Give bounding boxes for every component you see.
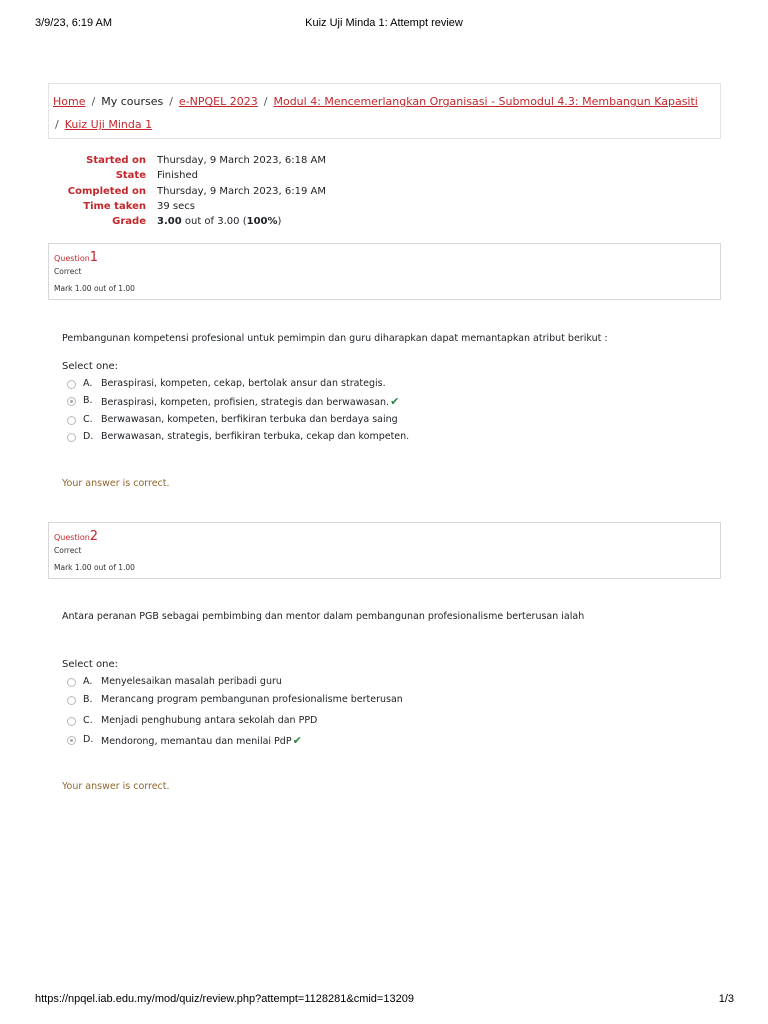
option-text: Merancang program pembangunan profesionalisme berterusan (101, 694, 403, 705)
option-text: Mendorong, memantau dan menilai PdP (101, 736, 292, 747)
radio-icon[interactable] (67, 433, 76, 442)
select-one-label-2: Select one: (62, 659, 119, 670)
summary-label: Time taken (83, 200, 146, 212)
summary-label: Completed on (67, 185, 146, 197)
breadcrumb-separator: / (263, 95, 268, 108)
summary-value: Thursday, 9 March 2023, 6:19 AM (157, 185, 326, 197)
radio-icon[interactable] (67, 416, 76, 425)
grade-percent-open: ( (242, 216, 247, 228)
breadcrumb-line-1 (53, 95, 698, 108)
breadcrumb-separator: / (91, 95, 96, 108)
breadcrumb-home-link[interactable]: Home (53, 95, 86, 108)
radio-icon[interactable] (67, 736, 76, 745)
option-text-with-tick (101, 395, 399, 408)
question-text-2: Antara peranan PGB sebagai pembimbing dan mentor dalam pembangunan profesionalisme berterusan ialah (62, 611, 585, 622)
summary-grade (48, 216, 448, 231)
option-letter: B. (83, 694, 93, 705)
breadcrumb-line-2 (53, 118, 152, 131)
option-letter: A. (83, 378, 93, 389)
print-footer (0, 993, 768, 1007)
option-text: Menyelesaikan masalah peribadi guru (101, 676, 282, 687)
attempt-summary (48, 155, 448, 231)
summary-label: Grade (112, 216, 146, 228)
option-text-with-tick (101, 734, 302, 747)
question-number (54, 529, 98, 544)
summary-value: Finished (157, 170, 198, 182)
summary-time-taken (48, 201, 448, 216)
option-text: Berwawasan, kompeten, berfikiran terbuka dan berdaya saing (101, 414, 398, 425)
answer-feedback-2: Your answer is correct. (62, 781, 170, 792)
summary-grade-value (157, 216, 281, 227)
breadcrumb-separator: / (55, 118, 59, 131)
question-number (54, 250, 98, 265)
option-letter: D. (83, 734, 94, 745)
print-url: https://npqel.iab.edu.my/mod/quiz/review.php?attempt=1128281&cmid=13209 (35, 993, 414, 1005)
option-text: Beraspirasi, kompeten, profisien, strategis dan berwawasan. (101, 397, 390, 408)
check-icon: ✔ (390, 395, 400, 408)
question-number-value: 1 (89, 250, 99, 265)
print-datetime: 3/9/23, 6:19 AM (35, 17, 113, 29)
option-text: Menjadi penghubung antara sekolah dan PPD (101, 715, 318, 726)
breadcrumb-course-link[interactable]: e-NPQEL 2023 (178, 95, 258, 108)
grade-percent: 100% (246, 216, 278, 228)
summary-label: State (115, 170, 146, 182)
summary-value: Thursday, 9 March 2023, 6:18 AM (157, 155, 326, 166)
print-page-title: Kuiz Uji Minda 1: Attempt review (305, 17, 463, 29)
option-letter: A. (83, 676, 93, 687)
option-text: Beraspirasi, kompeten, cekap, bertolak ansur dan strategis. (101, 378, 386, 389)
question-state: Correct (54, 546, 82, 555)
answer-feedback-1: Your answer is correct. (62, 478, 170, 489)
radio-icon[interactable] (67, 380, 76, 389)
summary-completed-on (48, 186, 448, 201)
breadcrumb-quiz-link[interactable]: Kuiz Uji Minda 1 (64, 118, 153, 131)
question-info-2 (48, 522, 721, 579)
radio-icon[interactable] (67, 678, 76, 687)
check-icon: ✔ (292, 734, 302, 747)
option-letter: D. (83, 431, 94, 442)
summary-state (48, 170, 448, 185)
question-label: Question (54, 533, 90, 542)
radio-icon[interactable] (67, 696, 76, 705)
question-state: Correct (54, 267, 82, 276)
radio-icon[interactable] (67, 397, 76, 406)
summary-value: 39 secs (157, 200, 195, 212)
breadcrumb-module-link[interactable]: Modul 4: Mencemerlangkan Organisasi - Submodul 4.3: Membangun Kapasiti (273, 95, 698, 108)
question-info-1 (48, 243, 721, 300)
question-mark: Mark 1.00 out of 1.00 (54, 284, 135, 293)
summary-started-on (48, 155, 448, 170)
print-page-number: 1/3 (718, 993, 734, 1005)
grade-score: 3.00 (157, 216, 182, 228)
question-text-1: Pembangunan kompetensi profesional untuk pemimpin dan guru diharapkan dapat memantapkan atribut berikut : (62, 333, 608, 344)
option-letter: C. (83, 414, 93, 425)
option-text: Berwawasan, strategis, berfikiran terbuka, cekap dan kompeten. (101, 431, 410, 442)
option-letter: B. (83, 395, 93, 406)
grade-percent-close: ) (277, 216, 282, 228)
select-one-label-1: Select one: (62, 361, 119, 372)
radio-icon[interactable] (67, 717, 76, 726)
summary-label: Started on (86, 155, 146, 166)
question-label: Question (54, 254, 90, 263)
grade-out-of: out of 3.00 (184, 216, 240, 228)
breadcrumb-my-courses[interactable]: My courses (101, 95, 164, 108)
print-header (0, 17, 768, 31)
breadcrumb (48, 83, 721, 139)
question-number-value: 2 (89, 529, 99, 544)
option-letter: C. (83, 715, 93, 726)
breadcrumb-separator: / (169, 95, 173, 108)
question-mark: Mark 1.00 out of 1.00 (54, 563, 135, 572)
